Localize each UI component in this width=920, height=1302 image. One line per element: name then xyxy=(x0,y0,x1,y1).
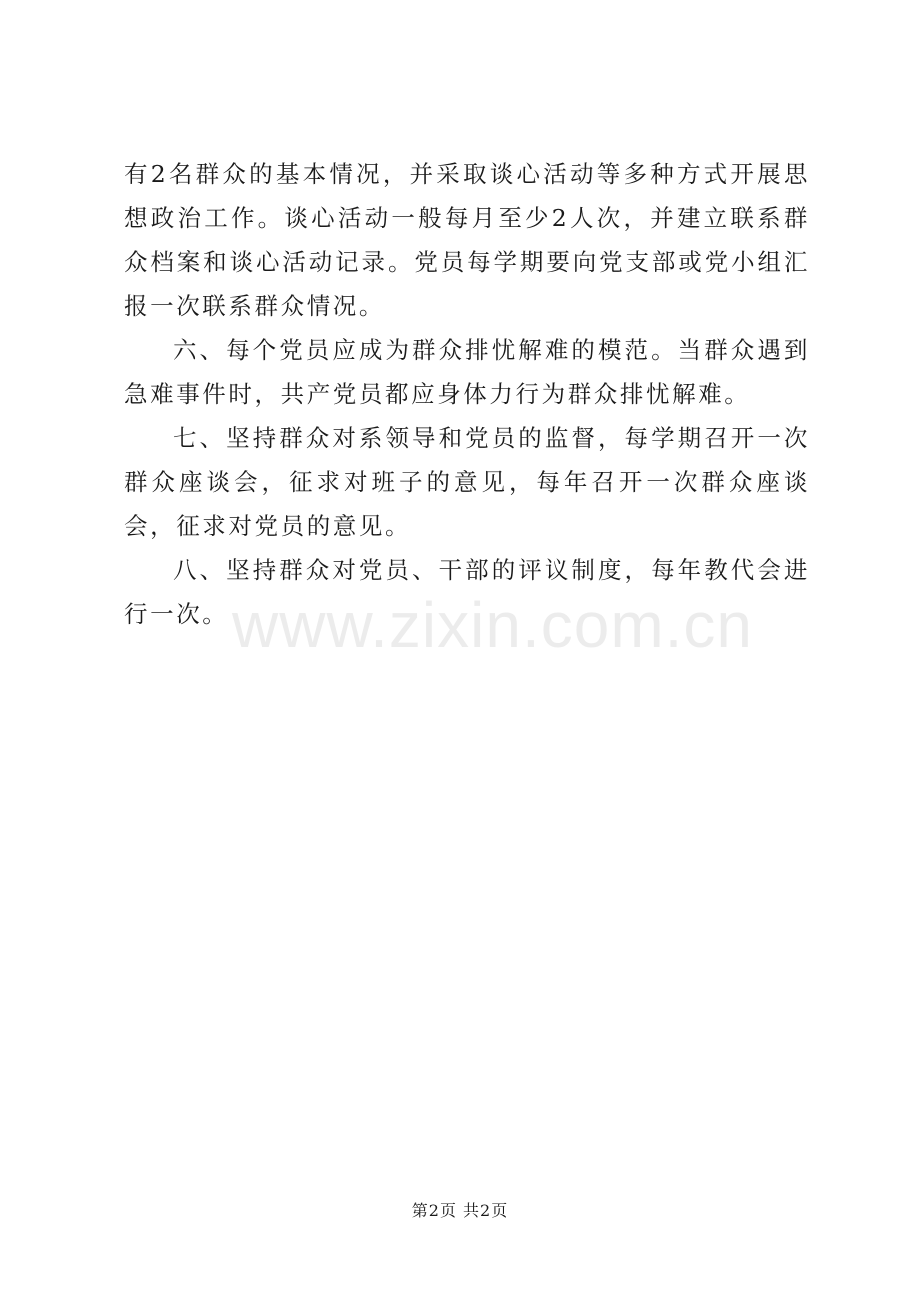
paragraph-item-6: 六、每个党员应成为群众排忧解难的模范。当群众遇到急难事件时，共产党员都应身体力行为群众排忧解难。 xyxy=(124,336,810,408)
paragraph-item-8: 八、坚持群众对党员、干部的评议制度，每年教代会进行一次。 xyxy=(124,556,810,628)
paragraph-continued: 有2名群众的基本情况，并采取谈心活动等多种方式开展思想政治工作。谈心活动一般每月至少2人次，并建立联系群众档案和谈心活动记录。党员每学期要向党支部或党小组汇报一次联系群众情况。 xyxy=(124,160,810,320)
watermark: www.zixin.com.cn xyxy=(232,589,753,661)
document-body xyxy=(124,152,810,636)
page-footer: 第2页 共2页 xyxy=(411,1201,509,1220)
paragraph-item-7: 七、坚持群众对系领导和党员的监督，每学期召开一次群众座谈会，征求对班子的意见，每年召开一次群众座谈会，征求对党员的意见。 xyxy=(124,424,810,540)
